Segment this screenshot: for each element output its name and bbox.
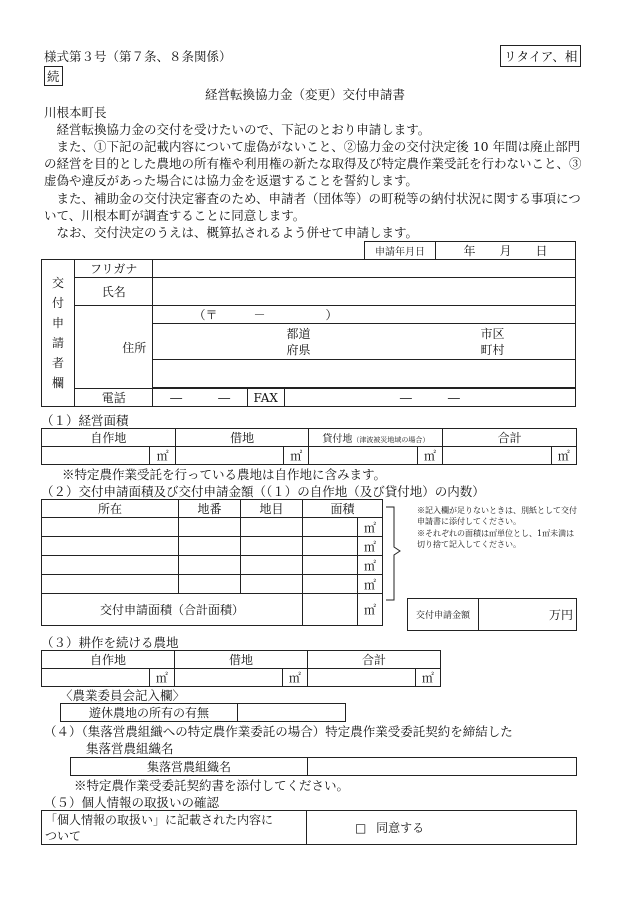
sec1-col-lent: 貸付地（津波被災地域の場合） [309, 429, 443, 447]
applicant-table [41, 259, 576, 407]
furigana-field[interactable] [153, 260, 576, 278]
sec2-side-note-2: ※それぞれの面積は㎡単位とし、1㎡未満は切り捨て記入してください。 [417, 529, 575, 549]
sec4-note: ※特定農作業受委託契約書を添付してください。 [74, 778, 350, 793]
idle-land-field[interactable] [238, 704, 346, 722]
privacy-table [41, 810, 577, 845]
sec3-total-unit: ㎡ [415, 669, 440, 687]
date-field[interactable]: 年 月 日 [436, 242, 576, 260]
sec2-col-area: 面積 [303, 500, 383, 518]
idle-land-table [60, 703, 346, 722]
date-label: 申請年月日 [365, 242, 436, 260]
sec1-total-unit: ㎡ [551, 447, 576, 465]
body-paragraph-4: なお、交付決定のうえは、概算払されるよう併せて申請します。 [44, 225, 419, 240]
sec1-own-unit: ㎡ [150, 447, 175, 465]
sec1-leased-unit: ㎡ [284, 447, 309, 465]
privacy-question: 「個人情報の取扱い」に記載された内容に ついて [42, 811, 307, 845]
sec4-heading-2: 集落営農組織名 [86, 741, 174, 756]
sec2-col-category: 地目 [241, 500, 303, 518]
todofuken-label-2: 府県 [286, 342, 311, 357]
sec2-col-location: 所在 [42, 500, 179, 518]
body-paragraph-2: また、①下記の記載内容について虚偽がないこと、②協力金の交付決定後 10 年間は廃止部門の経営を目的とした農地の所有権や利用権の新たな取得及び特定農作業受託を行わないこと、③虚偽や違反があった場合には協力金を返還することを誓約します。 [44, 139, 582, 188]
sec3-col-total: 合計 [307, 651, 440, 669]
org-name-label: 集落営農組織名 [71, 758, 308, 776]
stamp-box: リタイア、相 [500, 45, 581, 67]
sec2-total-label: 交付申請面積（合計面積） [42, 594, 303, 626]
table-row: ㎡ [42, 518, 383, 537]
sec2-col-lot: 地番 [179, 500, 241, 518]
privacy-agree-cell[interactable] [307, 811, 577, 845]
table-row: ㎡ [42, 556, 383, 575]
shiku-label-2: 町村 [480, 342, 505, 357]
application-area-table [41, 499, 383, 626]
stamp-box-continued: 続 [44, 66, 63, 86]
agree-label: 同意する [376, 821, 425, 835]
todofuken-label-1: 都道 [286, 326, 311, 341]
address-detail-field[interactable] [153, 360, 576, 388]
form-number: 様式第３号（第７条、８条関係） [44, 49, 232, 64]
furigana-label: フリガナ [75, 260, 153, 278]
sec1-col-total: 合計 [443, 429, 577, 447]
sec3-heading: （３）耕作を続ける農地 [41, 635, 179, 650]
applicant-section-label: 交 付 申 請 者 欄 [42, 260, 75, 407]
sec1-lent-value[interactable] [309, 447, 417, 465]
amount-field[interactable]: 万円 [479, 599, 577, 631]
application-date-table [364, 241, 576, 260]
table-row: ㎡ [42, 575, 383, 594]
body-paragraph-1: 経営転換協力金の交付を受けたいので、下記のとおり申請します。 [44, 122, 431, 137]
sec5-heading: （５）個人情報の取扱いの確認 [44, 795, 220, 810]
sec1-leased-value[interactable] [175, 447, 283, 465]
application-amount-table [407, 598, 577, 631]
sec3-total-value[interactable] [307, 669, 415, 687]
name-field[interactable] [153, 278, 576, 306]
sec1-lent-unit: ㎡ [417, 447, 442, 465]
postal-code-field[interactable]: （〒 － ） [153, 306, 576, 324]
table-row: ㎡ [42, 537, 383, 556]
fax-label: FAX [247, 389, 284, 407]
name-label: 氏名 [75, 278, 153, 306]
sec1-heading: （１）経営面積 [41, 413, 129, 428]
sec1-own-value[interactable] [42, 447, 150, 465]
fax-field[interactable]: ― ― [284, 389, 575, 407]
document-title: 経営転換協力金（変更）交付申請書 [205, 87, 406, 102]
org-name-table [70, 757, 577, 776]
phone-label: 電話 [75, 389, 153, 407]
sec3-leased-value[interactable] [174, 669, 282, 687]
sec3-own-unit: ㎡ [149, 669, 174, 687]
sec3-col-leased: 借地 [174, 651, 307, 669]
amount-label: 交付申請金額 [408, 599, 479, 631]
idle-land-label: 遊休農地の所有の有無 [61, 704, 238, 722]
phone-field[interactable]: ― ― [153, 389, 247, 407]
shiku-label-1: 市区 [480, 326, 505, 341]
sec1-col-leased: 借地 [175, 429, 309, 447]
body-paragraph-3: また、補助金の交付決定審査のため、申請者（団体等）の町税等の納付状況に関する事項について、川根本町が調査することに同意します。 [44, 191, 581, 223]
sec1-lent-note: （津波被災地域の場合） [352, 436, 430, 444]
sec1-note: ※特定農作業受託を行っている農地は自作地に含みます。 [62, 467, 387, 482]
sec2-side-note-1: ※記入欄が足りないときは、別紙として交付申請書に添付してください。 [417, 506, 577, 526]
sec3-own-value[interactable] [42, 669, 150, 687]
committee-label: 〈農業委員会記入欄〉 [60, 688, 186, 703]
continued-farmland-table [41, 650, 441, 687]
sec1-total-value[interactable] [443, 447, 551, 465]
address-prefecture-city-field[interactable] [153, 324, 576, 360]
sec2-heading: （２）交付申請面積及び交付申請金額（（１）の自作地（及び貸付地）の内数） [41, 484, 485, 499]
sec3-leased-unit: ㎡ [282, 669, 307, 687]
sec1-col-own: 自作地 [42, 429, 176, 447]
sec2-total-value[interactable] [303, 594, 358, 626]
sec2-bracket [384, 505, 408, 615]
sec4-heading-1: （４）（集落営農組織への特定農作業委託の場合）特定農作業受委託契約を締結した [44, 724, 513, 739]
agree-checkbox[interactable]: □ [355, 821, 367, 835]
sec3-col-own: 自作地 [42, 651, 175, 669]
address-label: 住所 [116, 306, 153, 389]
org-name-field[interactable] [308, 758, 577, 776]
sec2-total-unit: ㎡ [358, 594, 383, 626]
management-area-table [41, 428, 577, 465]
addressee: 川根本町長 [44, 105, 107, 120]
